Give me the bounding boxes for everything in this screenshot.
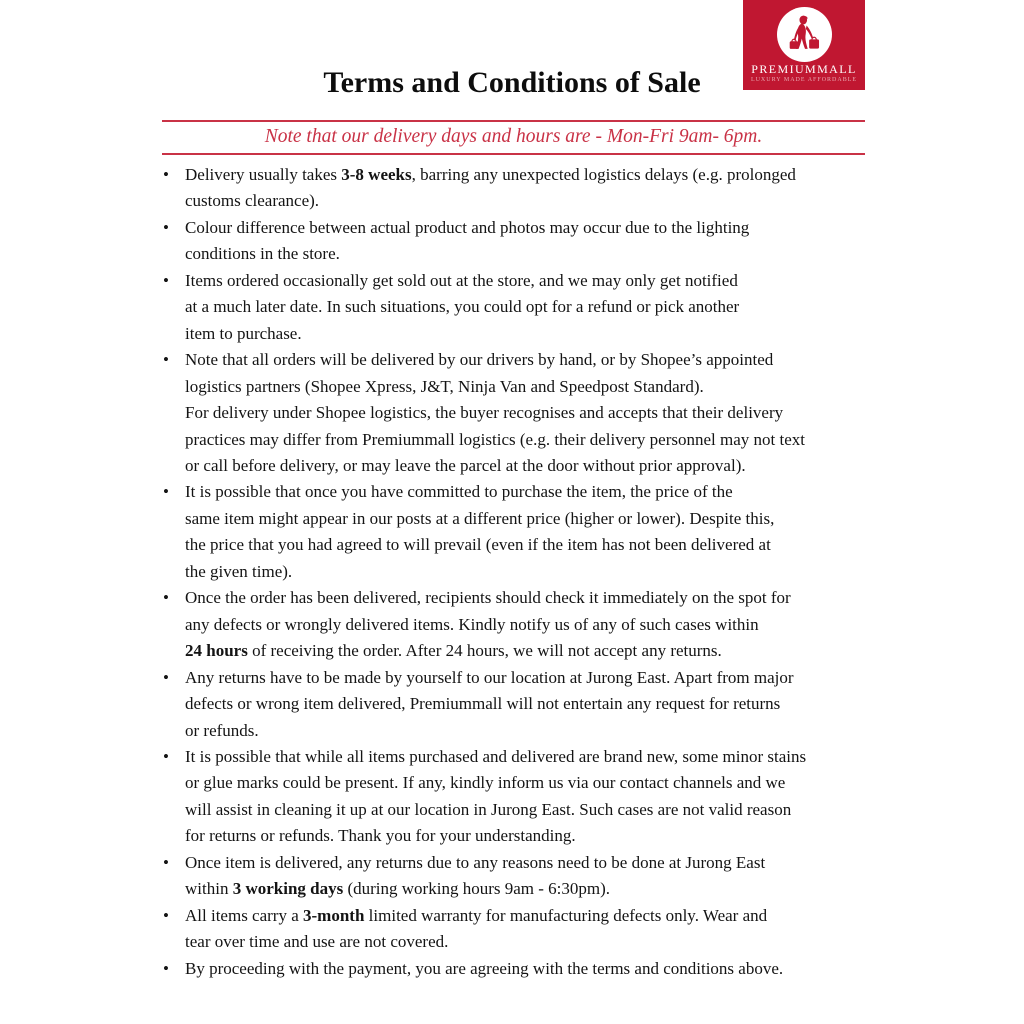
term-line: • Delivery usually takes 3-8 weeks, barring any unexpected logistics delays (e.g. prolonged — [185, 165, 796, 184]
term-item — [160, 215, 900, 268]
page-title: Terms and Conditions of Sale — [323, 66, 701, 99]
term-item — [160, 903, 900, 956]
term-line: or glue marks could be present. If any, kindly inform us via our contact channels and we — [185, 773, 786, 793]
term-line: will assist in cleaning it up at our location in Jurong East. Such cases are not valid reason — [185, 799, 792, 819]
term-item — [160, 479, 900, 585]
term-item — [160, 585, 900, 664]
logo-tagline: LUXURY MADE AFFORDABLE — [750, 77, 858, 83]
delivery-note-text: Note that our delivery days and hours are - Mon-Fri 9am- 6pm. — [264, 126, 763, 147]
term-line: at a much later date. In such situations, you could opt for a refund or pick another — [185, 297, 740, 317]
term-item — [160, 665, 900, 744]
term-line: • It is possible that while all items purchased and delivered are brand new, some minor stains — [185, 746, 807, 766]
term-line: • Once the order has been delivered, recipients should check it immediately on the spot for — [185, 588, 791, 608]
logo-circle — [777, 7, 832, 62]
term-line: within 3 working days (during working hours 9am - 6:30pm). — [185, 879, 611, 899]
term-line: defects or wrong item delivered, Premiummall will not entertain any request for returns — [185, 694, 781, 714]
woman-shopper-icon — [782, 13, 826, 57]
delivery-note-band — [162, 120, 865, 155]
term-line: • Items ordered occasionally get sold out at the store, and we may only get notified — [185, 270, 738, 290]
term-line: • It is possible that once you have committed to purchase the item, the price of the — [185, 482, 733, 502]
term-line: 24 hours of receiving the order. After 24 hours, we will not accept any returns. — [185, 641, 722, 661]
term-line: • Colour difference between actual product and photos may occur due to the lighting — [185, 217, 750, 237]
term-line: for returns or refunds. Thank you for your understanding. — [185, 826, 576, 846]
logo-brand-name: PREMIUMMALL — [751, 62, 857, 76]
term-line: or refunds. — [185, 720, 259, 740]
term-line: item to purchase. — [185, 323, 302, 343]
term-line: or call before delivery, or may leave the parcel at the door without prior approval). — [185, 455, 746, 475]
term-line: • All items carry a 3-month limited warranty for manufacturing defects only. Wear and — [185, 905, 768, 925]
term-line: any defects or wrongly delivered items. Kindly notify us of any of such cases within — [185, 614, 759, 634]
term-item — [160, 347, 900, 479]
term-line: same item might appear in our posts at a different price (higher or lower). Despite this, — [185, 508, 775, 528]
term-item — [160, 956, 900, 982]
term-line: the price that you had agreed to will prevail (even if the item has not been delivered at — [185, 535, 771, 555]
term-item — [160, 268, 900, 347]
terms-list — [160, 162, 900, 982]
term-line: customs clearance). — [185, 191, 320, 211]
term-item — [160, 162, 900, 215]
term-line: practices may differ from Premiummall logistics (e.g. their delivery personnel may not text — [185, 429, 806, 449]
term-line: • Any returns have to be made by yourself to our location at Jurong East. Apart from major — [185, 667, 794, 687]
term-line: logistics partners (Shopee Xpress, J&T, Ninja Van and Speedpost Standard). — [185, 376, 704, 396]
term-line: the given time). — [185, 561, 293, 581]
term-item — [160, 744, 900, 850]
term-line: For delivery under Shopee logistics, the buyer recognises and accepts that their delivery — [185, 403, 784, 423]
term-line: • Once item is delivered, any returns due to any reasons need to be done at Jurong East — [185, 852, 766, 872]
term-line: tear over time and use are not covered. — [185, 932, 449, 952]
term-line: conditions in the store. — [185, 244, 340, 264]
term-line: • By proceeding with the payment, you are agreeing with the terms and conditions above. — [185, 958, 784, 978]
term-line: • Note that all orders will be delivered by our drivers by hand, or by Shopee’s appointed — [185, 350, 774, 370]
term-item — [160, 850, 900, 903]
